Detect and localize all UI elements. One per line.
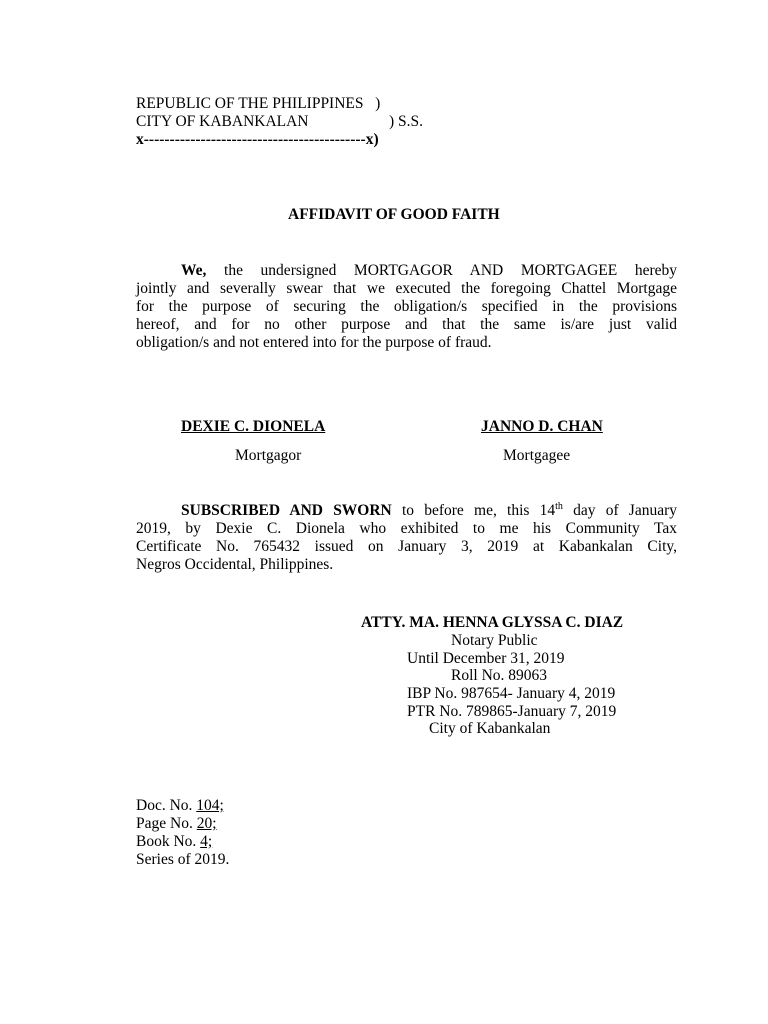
body-lead: We, bbox=[181, 262, 207, 279]
body-line: for the purpose of securing the obligation/s specified in the provisions bbox=[136, 298, 677, 315]
notary-title: Notary Public bbox=[451, 632, 538, 649]
jurat-line: Negros Occidental, Philippines. bbox=[136, 556, 334, 573]
mortgagor-role: Mortgagor bbox=[235, 447, 302, 464]
notary-city: City of Kabankalan bbox=[429, 720, 551, 737]
caption-ss: ) S.S. bbox=[389, 113, 424, 130]
notary-ibp: IBP No. 987654- January 4, 2019 bbox=[407, 685, 616, 702]
docket-page-value: 20; bbox=[196, 815, 217, 832]
caption-city: CITY OF KABANKALAN bbox=[136, 113, 309, 130]
mortgagee-name: JANNO D. CHAN bbox=[481, 418, 603, 435]
notary-commission: Until December 31, 2019 bbox=[407, 650, 565, 667]
docket-doc-value: 104; bbox=[196, 797, 224, 814]
docket-book-value: 4; bbox=[200, 833, 213, 850]
mortgagor-name: DEXIE C. DIONELA bbox=[181, 418, 326, 435]
jurat-line: Certificate No. 765432 issued on January 3, 2019 at Kabankalan City, bbox=[136, 538, 677, 555]
docket-book: Book No. 4; bbox=[136, 833, 213, 850]
body-line: We, the undersigned MORTGAGOR AND MORTGAGEE hereby bbox=[181, 262, 677, 279]
body-paragraph bbox=[136, 262, 677, 352]
body-line: hereof, and for no other purpose and that the same is/are just valid bbox=[136, 316, 677, 333]
jurat-line: SUBSCRIBED AND SWORN to before me, this 14th day of January bbox=[181, 501, 678, 519]
mortgagee-role: Mortgagee bbox=[503, 447, 571, 464]
notary-roll: Roll No. 89063 bbox=[451, 667, 548, 684]
document-title: AFFIDAVIT OF GOOD FAITH bbox=[288, 206, 500, 223]
notary-name: ATTY. MA. HENNA GLYSSA C. DIAZ bbox=[361, 614, 624, 631]
docket-series: Series of 2019. bbox=[136, 851, 230, 868]
caption-divider: x-------------------------------------------x) bbox=[136, 131, 379, 148]
body-line: jointly and severally swear that we executed the foregoing Chattel Mortgage bbox=[136, 280, 677, 297]
jurat-lead: SUBSCRIBED AND SWORN bbox=[181, 502, 392, 519]
jurat-line: 2019, by Dexie C. Dionela who exhibited to me his Community Tax bbox=[136, 520, 677, 537]
docket-doc: Doc. No. 104; bbox=[136, 797, 224, 814]
body-line: obligation/s and not entered into for the purpose of fraud. bbox=[136, 334, 492, 351]
docket-page: Page No. 20; bbox=[136, 815, 217, 832]
caption-republic: REPUBLIC OF THE PHILIPPINES ) bbox=[136, 95, 381, 112]
jurat-paragraph bbox=[136, 502, 677, 574]
notary-ptr: PTR No. 789865-January 7, 2019 bbox=[407, 703, 617, 720]
